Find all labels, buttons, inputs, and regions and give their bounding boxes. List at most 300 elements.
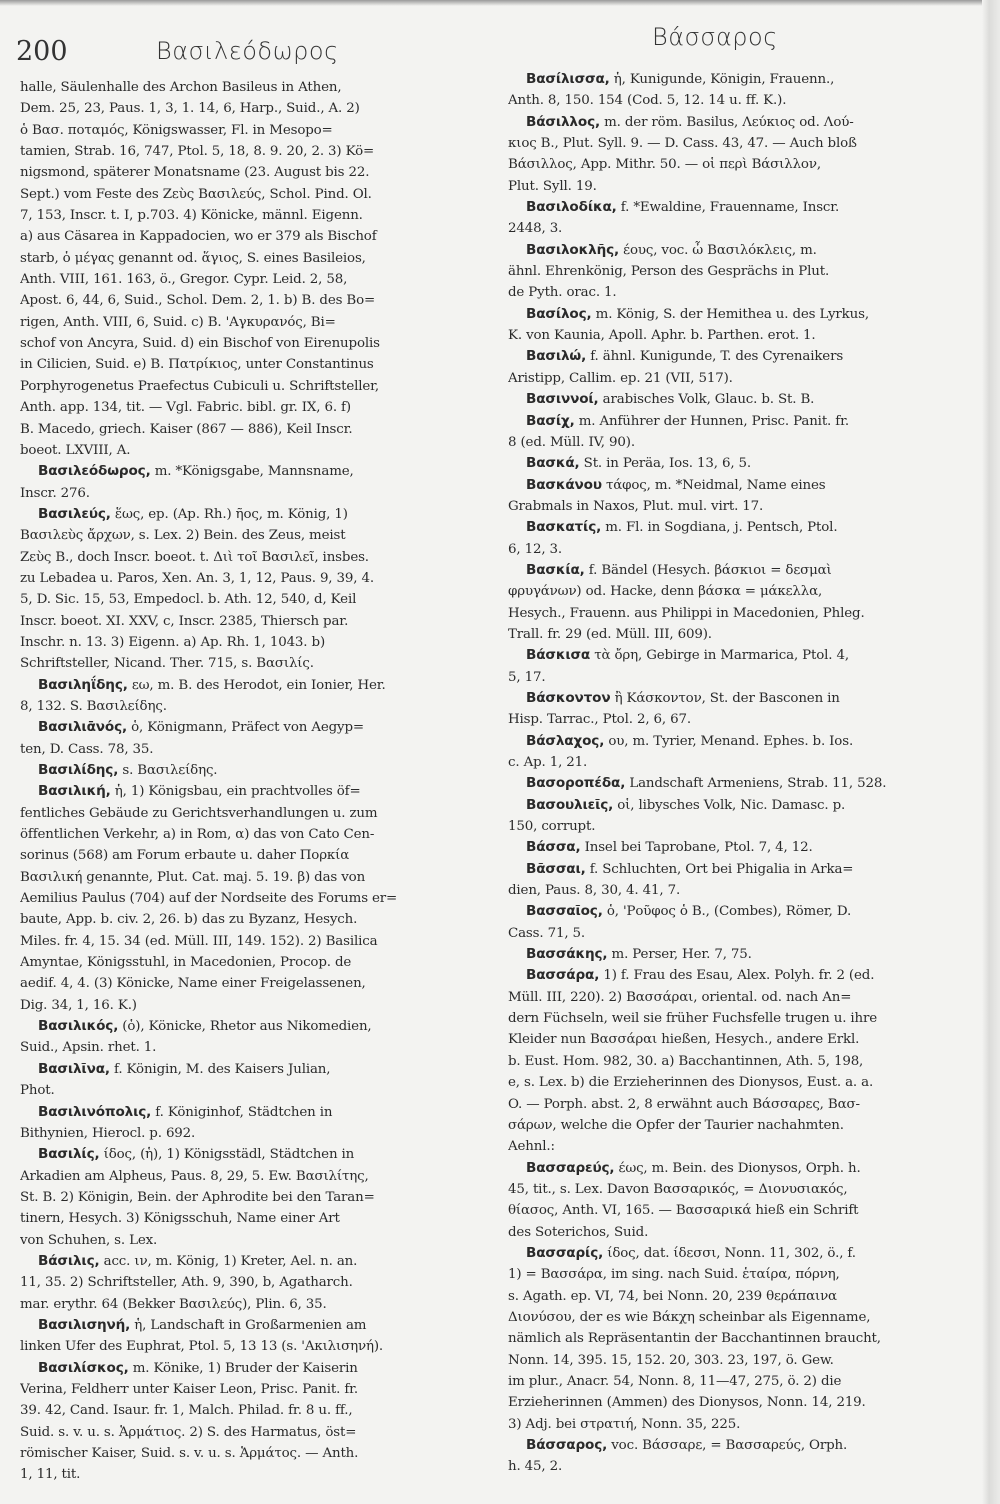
lemma: Βασιλική,: [38, 783, 111, 800]
text-line: [20, 1230, 475, 1251]
text-line: [508, 752, 970, 773]
text-line: [20, 269, 475, 290]
entry-headline: [508, 517, 970, 538]
lemma: Βάσσα,: [526, 839, 581, 856]
text-line: [20, 1422, 475, 1443]
lemma: Βασιλοδίκα,: [526, 199, 617, 216]
lemma: Βασιλίς,: [38, 1146, 100, 1163]
text-line: [20, 1379, 475, 1400]
entry-text: tinern, Hesych. 3) Königsschuh, Name einer Art: [20, 1211, 340, 1227]
lemma: Βάσκοντον: [526, 689, 611, 706]
entry-text: ἢ Κάσκοντον, St. der Basconen in: [610, 690, 840, 706]
entry-text: ου, m. Tyrier, Menand. Ephes. b. Ios.: [604, 733, 854, 749]
running-head-left: Βασιλεόδωρος: [156, 37, 339, 65]
entry-headline: [508, 901, 970, 922]
entry-text: ὁ, 'Ροῦφος ὁ B., (Combes), Römer, D.: [602, 904, 852, 920]
text-line: [508, 496, 970, 517]
entry-text: m. Fl. in Sogdiana, j. Pentsch, Ptol.: [601, 520, 838, 536]
text-line: [508, 667, 970, 688]
entry-text: Sept.) vom Feste des Ζεὺς Βασιλεύς, Schol. Pind. Ol.: [20, 186, 372, 202]
entry-text: aedif. 4, 4. (3) Könicke, Name einer Freigelassenen,: [20, 976, 366, 992]
entry-headline: [508, 389, 970, 410]
text-line: [508, 1115, 970, 1136]
entry-text: Hisp. Tarrac., Ptol. 2, 6, 67.: [508, 712, 691, 728]
entry-text: linken Ufer des Euphrat, Ptol. 5, 13 13 (s. 'Ακιλισηνή).: [20, 1339, 384, 1355]
entry-headline: [20, 1315, 475, 1336]
entry-headline: [20, 1251, 475, 1272]
text-line: [20, 312, 475, 333]
lemma: Βάσσαρος,: [526, 1437, 608, 1453]
entry-text: Aemilius Paulus (704) auf der Nordseite des Forums er=: [20, 891, 398, 907]
entry-headline: [508, 197, 970, 218]
entry-headline: [508, 859, 970, 880]
entry-text: Verina, Feldherr unter Kaiser Leon, Prisc. Panit. fr.: [20, 1381, 359, 1397]
entry-headline: [20, 781, 475, 802]
text-line: [20, 333, 475, 354]
text-line: [508, 880, 970, 901]
entry-text: 8, 132. S. Βασιλείδης.: [20, 698, 167, 714]
entry-headline: [508, 773, 970, 794]
text-line: [20, 354, 475, 375]
text-line: [508, 1008, 970, 1029]
right-column: [508, 69, 970, 1478]
entry-text: ἡ, 1) Königsbau, ein prachtvolles öf=: [110, 784, 361, 800]
entry-text: nigsmond, späterer Monatsname (23. August bis 22.: [20, 165, 370, 181]
entry-text: rigen, Anth. VIII, 6, Suid. c) B. 'Αγκυρανός, Bi=: [20, 314, 336, 330]
text-line: [508, 133, 970, 154]
entry-text: halle, Säulenhalle des Archon Basileus in Athen,: [20, 80, 342, 95]
entry-text: εω, m. B. des Herodot, ein Ionier, Her.: [127, 677, 386, 693]
text-line: [20, 77, 475, 98]
entry-text: f. ähnl. Kunigunde, T. des Cyrenaikers: [586, 349, 844, 365]
text-line: [20, 376, 475, 397]
entry-headline: [508, 475, 970, 496]
text-line: [508, 1264, 970, 1285]
lemma: Βασίχ,: [526, 412, 575, 429]
text-line: [508, 1371, 970, 1392]
text-line: [20, 973, 475, 994]
entry-text: f. *Ewaldine, Frauenname, Inscr.: [616, 200, 840, 216]
entry-text: Trall. fr. 29 (ed. Müll. III, 609).: [508, 626, 712, 642]
entry-text: h. 45, 2.: [508, 1459, 563, 1475]
entry-text: Insel bei Taprobane, Ptol. 7, 4, 12.: [580, 840, 813, 856]
entry-text: arabisches Volk, Glauc. b. St. B.: [598, 392, 815, 408]
entry-text: 7, 153, Inscr. t. I, p.703. 4) Könicke, männl. Eigenn.: [20, 208, 363, 224]
lemma: Βᾶσσαι,: [526, 860, 586, 877]
entry-text: Inschr. n. 13. 3) Eigenn. a) Ap. Rh. 1, 1043. b): [20, 634, 326, 650]
entry-text: 8 (ed. Müll. IV, 90).: [508, 434, 635, 450]
entry-text: 5, 17.: [508, 669, 546, 685]
entry-text: ίδος, (ἡ), 1) Königsstädl, Städtchen in: [99, 1147, 355, 1163]
entry-text: Erzieherinnen (Ammen) des Dionysos, Nonn. 14, 219.: [508, 1395, 866, 1411]
entry-headline: [508, 411, 970, 432]
text-line: [20, 1187, 475, 1208]
entry-text: starb, ὁ μέγας genannt od. ἅγιος, S. eines Basileios,: [20, 250, 366, 266]
entry-text: acc. ιν, m. König, 1) Kreter, Ael. n. an.: [99, 1253, 358, 1269]
entry-text: Amyntae, Königsstuhl, in Macedonien, Procop. de: [20, 955, 352, 971]
text-line: [20, 909, 475, 930]
text-line: [20, 525, 475, 546]
lemma: Βασιλισηνή,: [38, 1316, 131, 1333]
text-line: [508, 1307, 970, 1328]
text-line: [20, 653, 475, 674]
entry-text: φρυγάνων) od. Hacke, denn βάσκα = μάκελλα,: [508, 584, 823, 600]
entry-text: έους, voc. ὦ Βασιλόκλεις, m.: [619, 242, 817, 258]
entry-headline: [508, 112, 970, 133]
entry-text: voc. Βάσσαρε, = Βασσαρεύς, Orph.: [607, 1438, 848, 1453]
lemma: Βασσάρα,: [526, 967, 600, 984]
text-line: [20, 824, 475, 845]
text-line: [508, 1136, 970, 1157]
entry-text: f. Königin, M. des Kaisers Julian,: [109, 1061, 331, 1077]
lemma: Βασκά,: [526, 455, 580, 472]
lemma: Βάσιλις,: [38, 1252, 100, 1269]
entry-text: s. Βασιλείδης.: [118, 763, 218, 778]
lemma: Βασιννοί,: [526, 391, 599, 408]
entry-headline: [508, 346, 970, 367]
entry-text: Βάσιλλος, App. Mithr. 50. — οἱ περὶ Βάσιλλον,: [508, 157, 821, 173]
entry-text: κιος B., Plut. Syll. 9. — D. Cass. 43, 47. — Auch bloß: [508, 136, 857, 152]
entry-text: (ὁ), Könicke, Rhetor aus Nikomedien,: [118, 1019, 372, 1035]
entry-headline: [508, 1435, 970, 1456]
entry-text: 5, D. Sic. 15, 53, Empedocl. b. Ath. 12, 540, d, Keil: [20, 592, 357, 608]
text-line: [20, 248, 475, 269]
text-line: [508, 90, 970, 111]
entry-headline: [20, 1144, 475, 1165]
entry-text: Ζεὺς B., doch Inscr. boeot. t. Διὶ τοῖ Βασιλεῖ, insbes.: [20, 549, 369, 565]
entry-text: Landschaft Armeniens, Strab. 11, 528.: [625, 776, 887, 792]
scan-top-shadow: [0, 0, 1000, 6]
lemma: Βασσάκης,: [526, 946, 608, 963]
entry-text: Βασιλική genannte, Plut. Cat. maj. 5. 19. β) das von: [20, 869, 366, 885]
entry-text: Suid. s. v. u. s. Ἁρμάτιος. 2) S. des Harmatus, öst=: [20, 1424, 357, 1440]
entry-text: Anth. app. 134, tit. — Vgl. Fabric. bibl. gr. IX, 6. f): [20, 400, 351, 416]
entry-headline: [508, 795, 970, 816]
text-line: [508, 1392, 970, 1413]
entry-text: Dig. 34, 1, 16. K.): [20, 997, 137, 1013]
text-line: [20, 397, 475, 418]
entry-text: römischer Kaiser, Suid. s. v. u. s. Ἁρμάτος. — Anth.: [20, 1446, 359, 1461]
entry-text: θίασος, Anth. VI, 165. — Βασσαρικά hieß ein Schrift: [508, 1203, 859, 1219]
entry-headline: [508, 837, 970, 858]
entry-text: Dem. 25, 23, Paus. 1, 3, 1. 14, 6, Harp., Suid., A. 2): [20, 101, 360, 117]
entry-text: τάφος, m. *Neidmal, Name eines: [601, 477, 826, 493]
text-line: [20, 120, 475, 141]
text-line: [508, 282, 970, 303]
text-line: [508, 624, 970, 645]
entry-headline: [508, 1243, 970, 1264]
text-line: [20, 1123, 475, 1144]
text-line: [20, 1294, 475, 1315]
entry-headline: [20, 1102, 475, 1123]
text-line: [508, 923, 970, 944]
entry-text: f. Königinhof, Städtchen in: [151, 1104, 333, 1120]
text-line: [508, 1350, 970, 1371]
entry-headline: [508, 731, 970, 752]
entry-text: 2448, 3.: [508, 221, 563, 237]
lemma: Βάσκισα: [526, 647, 591, 664]
entry-text: K. von Kaunia, Apoll. Aphr. b. Parthen. erot. 1.: [508, 328, 816, 344]
text-line: [20, 162, 475, 183]
lemma: Βασοροπέδα,: [526, 775, 626, 792]
text-line: [20, 1166, 475, 1187]
text-line: [20, 1336, 475, 1357]
entry-text: zu Lebadea u. Paros, Xen. An. 3, 1, 12, Paus. 9, 39, 4.: [20, 570, 374, 586]
text-line: [20, 419, 475, 440]
entry-text: a) aus Cäsarea in Kappadocien, wo er 379 als Bischof: [20, 229, 377, 245]
entry-headline: [20, 1016, 475, 1037]
lemma: Βασουλιεῖς,: [526, 796, 614, 813]
text-line: [20, 867, 475, 888]
entry-text: Anth. 8, 150. 154 (Cod. 5, 12. 14 u. ff. K.).: [508, 93, 787, 109]
text-line: [20, 141, 475, 162]
text-line: [20, 1272, 475, 1293]
entry-headline: [508, 560, 970, 581]
text-line: [20, 205, 475, 226]
entry-text: οἱ, libysches Volk, Nic. Damasc. p.: [613, 797, 846, 813]
entry-headline: [20, 1059, 475, 1080]
entry-text: ähnl. Ehrenkönig, Person des Gesprächs in Plut.: [508, 264, 830, 280]
lemma: Βασιλεόδωρος,: [38, 463, 151, 480]
text-line: [20, 568, 475, 589]
entry-text: mar. erythr. 64 (Bekker Βασιλεύς), Plin. 6, 35.: [20, 1296, 327, 1312]
lemma: Βασιλοκλῆς,: [526, 241, 620, 258]
entry-text: m. Perser, Her. 7, 75.: [607, 947, 752, 963]
entry-text: ίδος, dat. ίδεσσι, Nonn. 11, 302, ö., f.: [603, 1245, 856, 1261]
entry-headline: [508, 688, 970, 709]
lemma: Βασιλίσκος,: [38, 1359, 129, 1376]
entry-headline: [508, 453, 970, 474]
entry-headline: [508, 304, 970, 325]
entry-headline: [508, 69, 970, 90]
lemma: Βασσαρίς,: [526, 1244, 604, 1261]
entry-text: 1) = Βασσάρα, im sing. nach Suid. ἑταίρα, πόρνη,: [508, 1267, 840, 1283]
entry-text: 3) Adj. bei στρατιή, Nonn. 35, 225.: [508, 1416, 741, 1432]
lemma: Βασιλῖνα,: [38, 1060, 110, 1077]
entry-text: Grabmals in Naxos, Plut. mul. virt. 17.: [508, 498, 764, 514]
entry-text: f. Bändel (Hesych. βάσκιοι = δεσμαὶ: [584, 562, 832, 578]
entry-text: nämlich als Repräsentantin der Bacchantinnen braucht,: [508, 1331, 881, 1347]
entry-text: Schriftsteller, Nicand. Ther. 715, s. Βασιλίς.: [20, 656, 314, 672]
entry-text: 1, 11, tit.: [20, 1467, 81, 1483]
entry-text: ἡ, Kunigunde, Königin, Frauenn.,: [609, 72, 835, 87]
entry-text: έως, m. Bein. des Dionysos, Orph. h.: [614, 1160, 861, 1176]
text-line: [20, 589, 475, 610]
text-line: [508, 1179, 970, 1200]
text-line: [508, 325, 970, 346]
entry-text: b. Eust. Hom. 982, 30. a) Bacchantinnen, Ath. 5, 198,: [508, 1053, 864, 1069]
text-line: [20, 1037, 475, 1058]
text-line: [508, 1072, 970, 1093]
text-line: [20, 803, 475, 824]
scan-page-edge: [982, 0, 1000, 1504]
text-line: [20, 290, 475, 311]
entry-headline: [20, 461, 475, 482]
entry-text: ἡ, Landschaft in Großarmenien am: [130, 1317, 367, 1333]
entry-text: m. König, S. der Hemithea u. des Lyrkus,: [591, 306, 869, 322]
entry-text: 1) f. Frau des Esau, Alex. Polyh. fr. 2 (ed.: [599, 968, 875, 984]
text-line: [508, 1029, 970, 1050]
text-line: [20, 845, 475, 866]
entry-headline: [508, 240, 970, 261]
text-line: [20, 483, 475, 504]
entry-text: Διονύσου, der es wie Βάκχη scheinbar als Eigenname,: [508, 1309, 871, 1325]
entry-headline: [508, 965, 970, 986]
lemma: Βασκατίς,: [526, 519, 602, 536]
entry-headline: [20, 760, 475, 781]
entry-text: fentliches Gebäude zu Gerichtsverhandlungen u. zum: [20, 805, 378, 821]
text-line: [20, 1443, 475, 1464]
entry-text: in Cilicien, Suid. e) B. Πατρίκιος, unter Constantinus: [20, 357, 374, 373]
text-line: [20, 1400, 475, 1421]
entry-text: öffentlichen Verkehr, a) in Rom, α) das von Cato Cen-: [20, 827, 375, 843]
entry-headline: [20, 1358, 475, 1379]
entry-text: Apost. 6, 44, 6, Suid., Schol. Dem. 2, 1. b) B. des Bo=: [20, 293, 376, 309]
text-line: [20, 1464, 475, 1485]
entry-text: Nonn. 14, 395. 15, 152. 20, 303. 23, 197, ö. Gew.: [508, 1352, 834, 1368]
lemma: Βασκάνου: [526, 476, 602, 493]
entry-text: Suid., Apsin. rhet. 1.: [20, 1040, 157, 1056]
entry-text: m. *Königsgabe, Mannsname,: [150, 464, 354, 480]
text-line: [20, 931, 475, 952]
text-line: [508, 1222, 970, 1243]
entry-text: Aehnl.:: [508, 1139, 555, 1155]
text-line: [20, 98, 475, 119]
lemma: Βασκία,: [526, 561, 585, 578]
entry-text: 39. 42, Cand. Isaur. fr. 1, Malch. Philad. fr. 8 u. ff.,: [20, 1403, 353, 1419]
text-line: [508, 581, 970, 602]
entry-text: sorinus (568) am Forum erbaute u. daher Πορκία: [20, 848, 350, 864]
entry-text: von Schuhen, s. Lex.: [20, 1232, 158, 1248]
lemma: Βασιληΐδης,: [38, 676, 128, 693]
lemma: Βασιλίδης,: [38, 762, 119, 778]
text-line: [20, 547, 475, 568]
text-line: [20, 952, 475, 973]
entry-text: Cass. 71, 5.: [508, 925, 586, 941]
entry-text: Müll. III, 220). 2) Βασσάραι, oriental. od. nach An=: [508, 989, 852, 1005]
entry-text: boeot. LXVIII, A.: [20, 442, 131, 458]
text-line: [508, 1051, 970, 1072]
entry-text: ἕως, ep. (Ap. Rh.) ῆος, m. König, 1): [110, 506, 348, 522]
entry-text: 150, corrupt.: [508, 819, 596, 835]
text-line: [20, 611, 475, 632]
entry-text: c. Ap. 1, 21.: [508, 755, 588, 770]
text-line: [508, 1200, 970, 1221]
text-line: [20, 739, 475, 760]
text-line: [508, 1286, 970, 1307]
text-line: [20, 184, 475, 205]
entry-text: Miles. fr. 4, 15. 34 (ed. Müll. III, 149. 152). 2) Basilica: [20, 933, 378, 949]
entry-text: dern Füchseln, weil sie früher Fuchsfelle trugen u. ihre: [508, 1011, 878, 1027]
entry-text: ὁ Βασ. ποταμός, Königswasser, Fl. in Mesopo=: [20, 122, 333, 138]
entry-text: de Pyth. orac. 1.: [508, 285, 617, 301]
text-line: [508, 603, 970, 624]
entry-text: Phot.: [20, 1083, 55, 1099]
text-line: [20, 226, 475, 247]
text-line: [508, 816, 970, 837]
lemma: Βασσαρεύς,: [526, 1159, 615, 1176]
entry-text: Βασιλεὺς ἄρχων, s. Lex. 2) Bein. des Zeus, meist: [20, 528, 346, 544]
entry-text: St. B. 2) Königin, Bein. der Aphrodite bei den Taran=: [20, 1189, 375, 1205]
entry-text: e, s. Lex. b) die Erzieherinnen des Dionysos, Eust. a. a.: [508, 1075, 874, 1091]
entry-text: m. Anführer der Hunnen, Prisc. Panit. fr.: [574, 413, 849, 429]
lemma: Βασίλισσα,: [526, 71, 610, 87]
entry-text: 11, 35. 2) Schriftsteller, Ath. 9, 390, b, Agatharch.: [20, 1275, 353, 1291]
text-line: [508, 432, 970, 453]
left-column: [20, 77, 475, 1486]
entry-text: Anth. VIII, 161. 163, ö., Gregor. Cypr. Leid. 2, 58,: [20, 272, 348, 288]
entry-text: tamien, Strab. 16, 747, Ptol. 5, 18, 8. 9. 20, 2. 3) Kö=: [20, 144, 375, 160]
entry-headline: [508, 1158, 970, 1179]
entry-text: σάρων, welche die Opfer der Taurier nachahmten.: [508, 1117, 844, 1133]
lemma: Βασιλικός,: [38, 1018, 119, 1035]
entry-text: s. Agath. ep. VI, 74, bei Nonn. 20, 239 θεράπαινα: [508, 1288, 837, 1304]
text-line: [508, 368, 970, 389]
entry-text: ὁ, Königmann, Präfect von Aegyp=: [127, 720, 364, 736]
lemma: Βασιλιᾱνός,: [38, 719, 127, 736]
entry-text: 6, 12, 3.: [508, 541, 563, 557]
text-line: [508, 218, 970, 239]
running-head-right: Βάσσαρος: [652, 23, 778, 51]
entry-text: Inscr. boeot. XI. XXV, c, Inscr. 2385, Thiersch par.: [20, 613, 349, 629]
entry-text: m. der röm. Basilus, Λεύκιος od. Λού-: [600, 114, 854, 130]
entry-text: τὰ ὄρη, Gebirge in Marmarica, Ptol. 4,: [590, 648, 849, 664]
lemma: Βασιλεύς,: [38, 505, 111, 522]
text-line: [508, 1094, 970, 1115]
entry-text: Aristipp, Callim. ep. 21 (VII, 517).: [508, 370, 733, 386]
text-line: [508, 1328, 970, 1349]
lemma: Βασιλινόπολις,: [38, 1103, 152, 1120]
text-line: [20, 888, 475, 909]
text-line: [508, 709, 970, 730]
entry-text: Plut. Syll. 19.: [508, 178, 597, 194]
entry-text: Kleider nun Βασσάραι hießen, Hesych., andere Erkl.: [508, 1032, 860, 1048]
text-line: [508, 1456, 970, 1477]
lemma: Βάσιλλος,: [526, 113, 600, 130]
text-line: [508, 261, 970, 282]
entry-headline: [20, 504, 475, 525]
text-line: [508, 154, 970, 175]
page-number: 200: [16, 36, 68, 67]
entry-text: Porphyrogenetus Praefectus Cubiculi u. Schriftsteller,: [20, 378, 380, 394]
text-line: [20, 440, 475, 461]
entry-text: ten, D. Cass. 78, 35.: [20, 741, 154, 757]
text-line: [508, 987, 970, 1008]
text-line: [508, 1414, 970, 1435]
entry-text: des Soterichos, Suid.: [508, 1224, 649, 1240]
text-line: [20, 632, 475, 653]
entry-text: Bithynien, Hierocl. p. 692.: [20, 1125, 196, 1141]
text-line: [508, 176, 970, 197]
entry-headline: [508, 645, 970, 666]
entry-text: 45, tit., s. Lex. Davon Βασσαρικός, = Διονυσιακός,: [508, 1181, 848, 1197]
lemma: Βασσαῖος,: [526, 903, 603, 920]
entry-text: B. Macedo, griech. Kaiser (867 — 886), Keil Inscr.: [20, 421, 353, 437]
entry-text: St. in Peräa, Ios. 13, 6, 5.: [579, 456, 752, 472]
page-header: [0, 20, 1000, 70]
lemma: Βάσλαχος,: [526, 732, 605, 749]
entry-text: m. Könike, 1) Bruder der Kaiserin: [128, 1360, 358, 1376]
entry-headline: [508, 944, 970, 965]
entry-headline: [20, 675, 475, 696]
entry-text: im plur., Anacr. 54, Nonn. 8, 11—47, 275, ö. 2) die: [508, 1373, 842, 1389]
lemma: Βασίλος,: [526, 305, 592, 322]
entry-text: dien, Paus. 8, 30, 4. 41, 7.: [508, 883, 681, 899]
entry-headline: [20, 717, 475, 738]
entry-text: O. — Porph. abst. 2, 8 erwähnt auch Βάσσαρες, Βασ-: [508, 1096, 860, 1112]
entry-text: schof von Ancyra, Suid. d) ein Bischof von Eirenupolis: [20, 336, 380, 352]
entry-text: Hesych., Frauenn. aus Philippi in Macedonien, Phleg.: [508, 605, 865, 621]
